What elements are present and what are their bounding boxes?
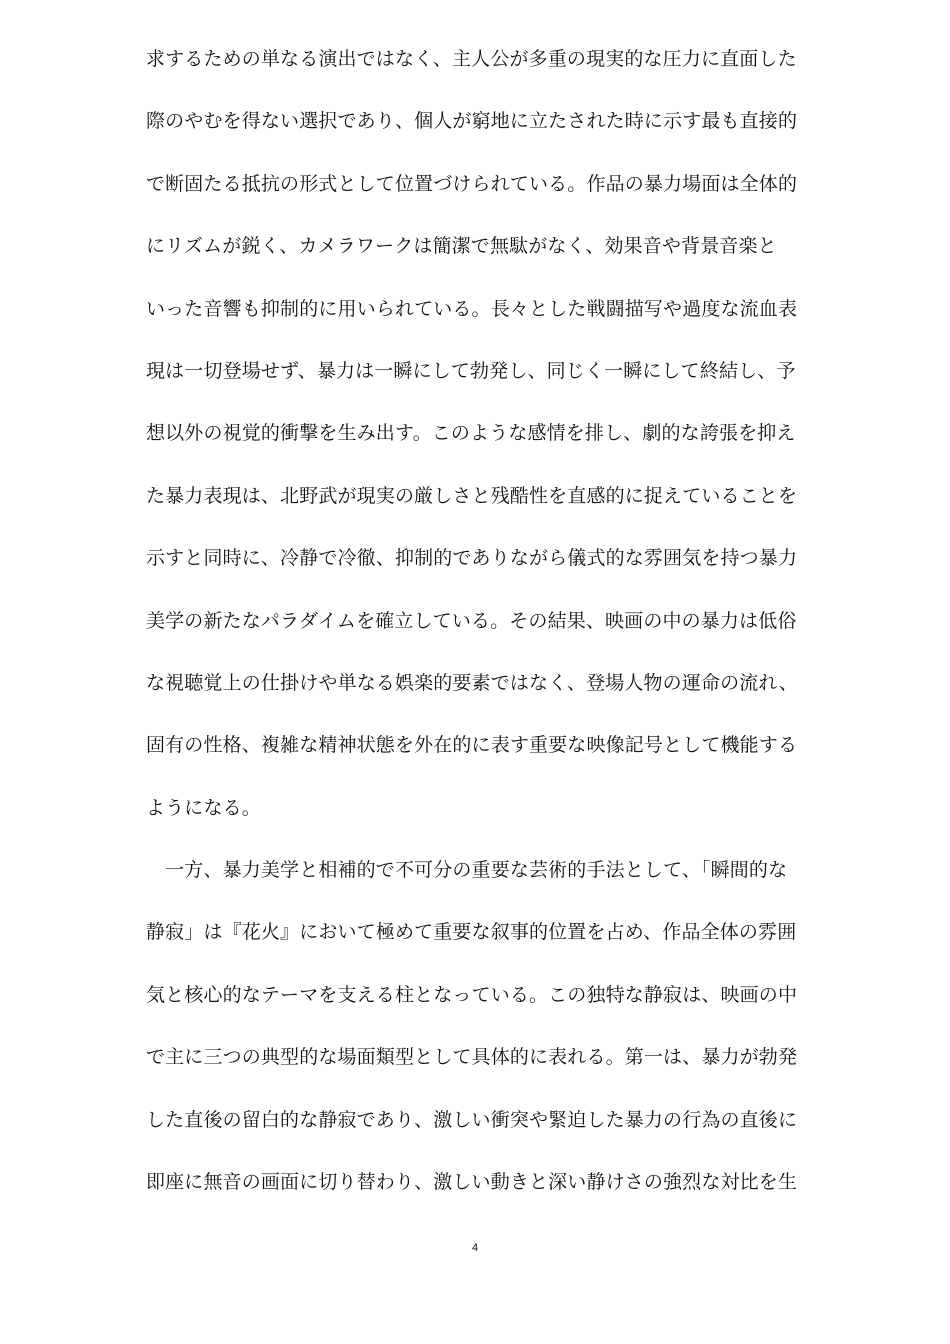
body-text (146, 28, 810, 1213)
text-line: にリズムが鋭く、カメラワークは簡潔で無駄がなく、効果音や背景音楽と (146, 235, 777, 258)
text-line: 現は一切登場せず、暴力は一瞬にして勃発し、同じく一瞬にして終結し、予 (146, 359, 796, 382)
text-line: 一方、暴力美学と相補的で不可分の重要な芸術的手法として、「瞬間的な (146, 859, 788, 882)
text-line: 気と核心的なテーマを支える柱となっている。この独特な静寂は、映画の中 (146, 983, 798, 1006)
text-line: 美学の新たなパラダイムを確立している。その結果、映画の中の暴力は低俗 (146, 609, 797, 632)
text-line: 静寂」は『花火』において極めて重要な叙事的位置を占め、作品全体の雰囲 (146, 921, 797, 944)
text-line: で断固たる抵抗の形式として位置づけられている。作品の暴力場面は全体的 (146, 172, 798, 195)
text-line: 固有の性格、複雑な精神状態を外在的に表す重要な映像記号として機能する (146, 734, 798, 757)
text-line: 求するための単なる演出ではなく、主人公が多重の現実的な圧力に直面した (146, 48, 797, 70)
text-line: 示すと同時に、冷静で冷徹、抑制的でありながら儀式的な雰囲気を持つ暴力 (146, 547, 798, 570)
text-line: な視聴覚上の仕掛けや単なる娯楽的要素ではなく、登場人物の運命の流れ、 (146, 671, 798, 694)
text-line: 即座に無音の画面に切り替わり、激しい動きと深い静けさの強烈な対比を生 (146, 1171, 798, 1194)
text-line: した直後の留白的な静寂であり、激しい衝突や緊迫した暴力の行為の直後に (146, 1108, 798, 1131)
text-line: 想以外の視覚的衝撃を生み出す。このような感情を排し、劇的な誇張を抑え (146, 422, 796, 445)
text-line: た暴力表現は、北野武が現実の厳しさと残酷性を直感的に捉えていることを (146, 484, 798, 507)
text-line: ようになる。 (146, 796, 261, 819)
text-line: いった音響も抑制的に用いられている。長々とした戦闘描写や過度な流血表 (146, 297, 798, 320)
page-number: 4 (471, 1242, 479, 1254)
text-line: で主に三つの典型的な場面類型として具体的に表れる。第一は、暴力が勃発 (146, 1046, 798, 1069)
text-line: 際のやむを得ない選択であり、個人が窮地に立たされた時に示す最も直接的 (146, 110, 798, 133)
